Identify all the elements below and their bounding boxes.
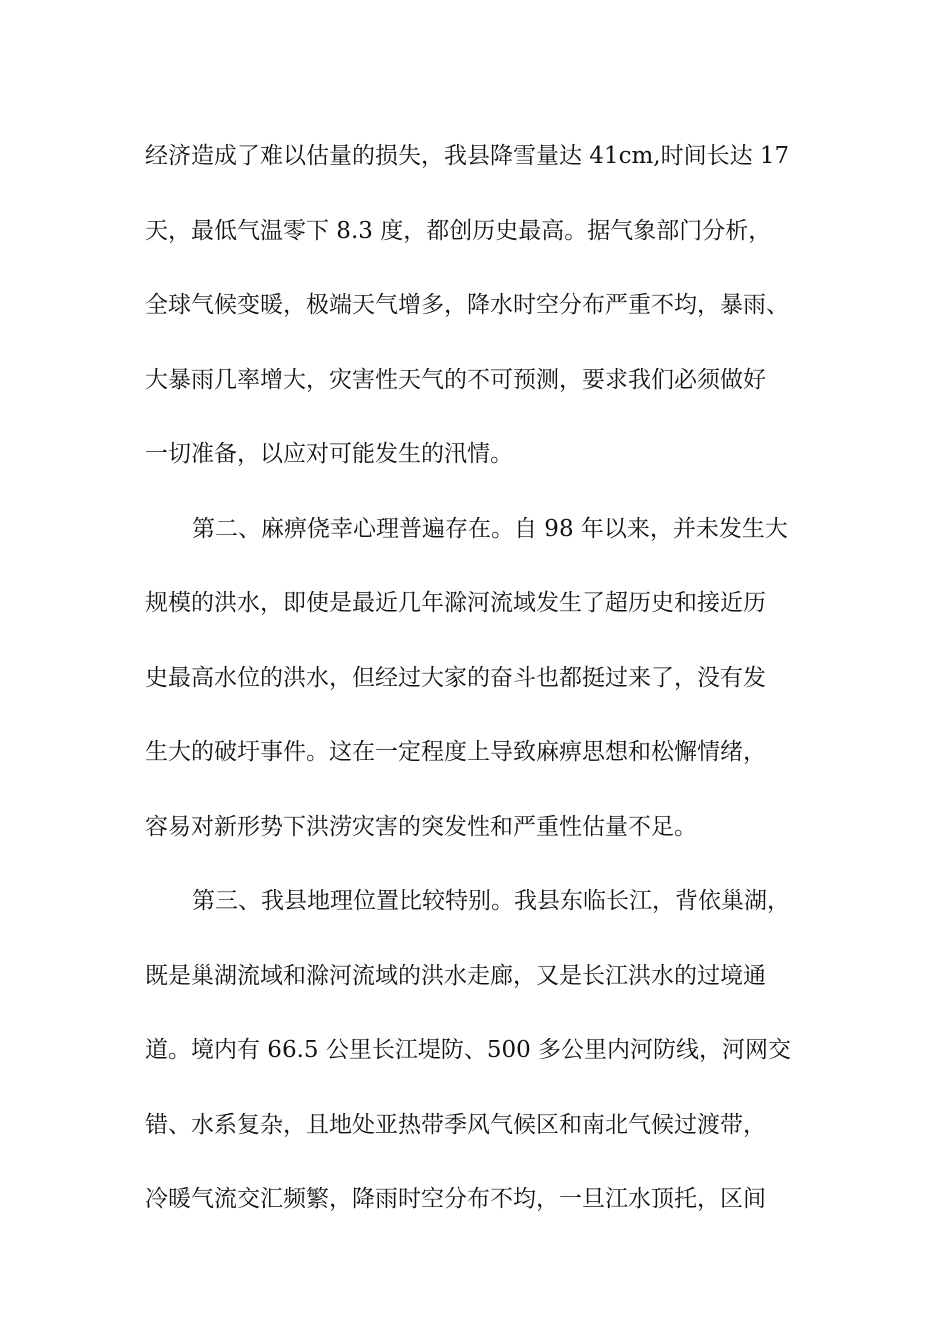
text-line: 错、水系复杂，且地处亚热带季风气候区和南北气候过渡带， <box>145 1111 766 1138</box>
paragraph-first-line: 第三、我县地理位置比较特别。我县东临长江，背依巢湖， <box>192 888 790 914</box>
document-body <box>145 130 835 1248</box>
text-line: 道。境内有 66.5 公里长江堤防、500 多公里内河防线，河网交 <box>145 1037 792 1063</box>
text-line: 冷暖气流交汇频繁，降雨时空分布不均，一旦江水顶托，区间 <box>145 1186 766 1212</box>
text-line: 天，最低气温零下 8.3 度，都创历史最高。据气象部门分析， <box>145 217 772 244</box>
text-line: 大暴雨几率增大，灾害性天气的不可预测，要求我们必须做好 <box>145 366 766 393</box>
text-line: 经济造成了难以估量的损失，我县降雪量达 41cm,时间长达 17 <box>145 143 790 169</box>
text-line: 既是巢湖流域和滁河流域的洪水走廊，又是长江洪水的过境通 <box>145 962 766 989</box>
text-line: 史最高水位的洪水，但经过大家的奋斗也都挺过来了，没有发 <box>145 664 766 691</box>
paragraph-first-line: 第二、麻痹侥幸心理普遍存在。自 98 年以来，并未发生大 <box>192 515 788 542</box>
text-line: 容易对新形势下洪涝灾害的突发性和严重性估量不足。 <box>145 813 697 840</box>
text-line: 生大的破圩事件。这在一定程度上导致麻痹思想和松懈情绪， <box>145 739 766 765</box>
text-line: 规模的洪水，即使是最近几年滁河流域发生了超历史和接近历 <box>145 590 766 616</box>
text-line: 一切准备，以应对可能发生的汛情。 <box>145 441 513 467</box>
text-line: 全球气候变暖，极端天气增多，降水时空分布严重不均，暴雨、 <box>145 292 789 318</box>
